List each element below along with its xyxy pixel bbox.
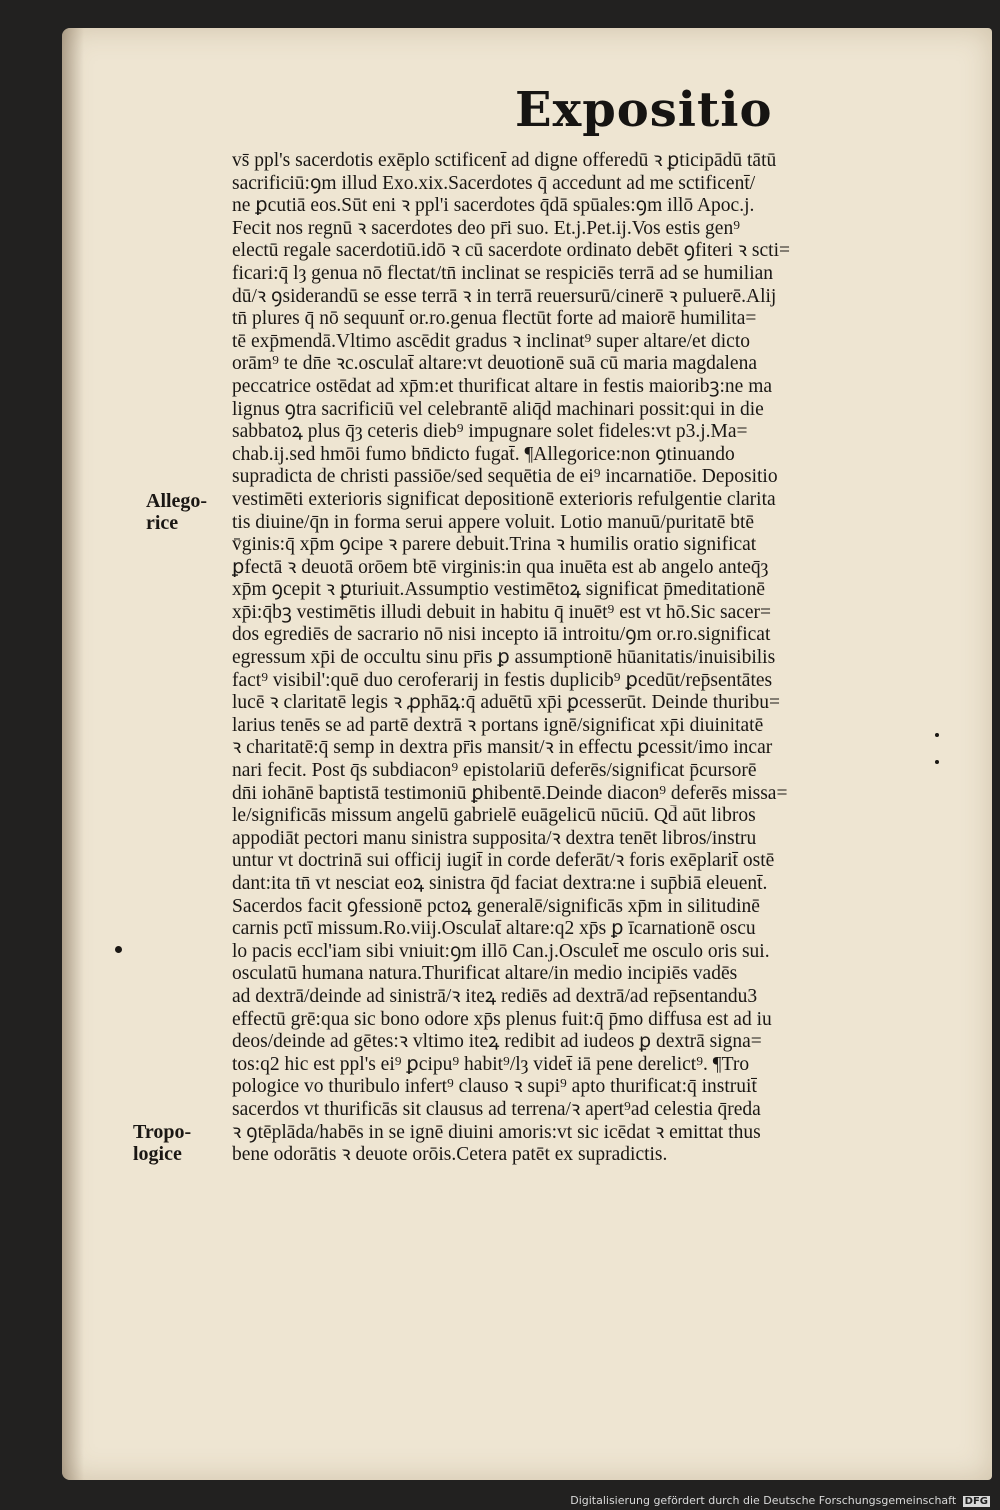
text-line: le/significās missum angelū gabrielē euāgelicū nūciū. Qd̄ aūt libros	[232, 805, 756, 827]
text-line: vestimēti exterioris significat depositionē exterioris refulgentie clarita	[232, 488, 776, 510]
text-line: ꝛ ꝯtēplāda/habēs in se ignē diuini amoris:vt sic icēdat ꝛ emittat thus	[232, 1121, 761, 1143]
digitization-footer	[570, 1494, 990, 1507]
footer-text: Digitalisierung gefördert durch die Deutsche Forschungsgemeinschaft	[570, 1494, 957, 1507]
text-line: egressum xp̄i de occultu sinu pr̄is ꝑ assumptionē hūanitatis/inuisibilis	[232, 647, 776, 669]
text-line: tē exp̄mendā.Vltimo ascēdit gradus ꝛ inclinat⁹ super altare/et dicto	[232, 330, 750, 352]
text-line: tn̄ plures q̄ nō sequunt̄ or.ro.genua flectūt forte ad maiorē humilita=	[232, 308, 757, 330]
gutter-shadow	[62, 28, 84, 1480]
page-header-title: Expositio	[515, 82, 773, 138]
text-line: vs̄ ppl's sacerdotis exēplo sctificent̄ ad digne offeredū ꝛ ꝑticipādū tātū	[232, 150, 777, 171]
text-line: supradicta de christi passiōe/sed sequētia de ei⁹ incarnatiōe. Depositio	[232, 466, 778, 488]
body-text-block	[232, 150, 932, 1167]
text-line: fact⁹ visibil':quē duo ceroferarij in festis duplicib⁹ ꝑcedūt/rep̄sentātes	[232, 669, 773, 691]
text-line: Fecit nos regnū ꝛ sacerdotes deo pr̄i suo. Et.j.Pet.ij.Vos estis gen⁹	[232, 217, 740, 239]
text-line: lignus ꝯtra sacrificiū vel celebrantē aliq̄d machinari possit:qui in die	[232, 398, 764, 420]
text-line: dos egrediēs de sacrario nō nisi incepto iā introitu/ꝯm or.ro.significat	[232, 624, 771, 646]
dfg-logo-badge: DFG	[964, 1496, 988, 1507]
text-line: orām⁹ te dn̄e ꝛc.osculat̄ altare:vt deuotionē suā cū maria magdalena	[232, 353, 757, 375]
margin-ink-dot	[935, 733, 939, 737]
text-line: larius tenēs se ad partē dextrā ꝛ portans ignē/significat xp̄i diuinitatē	[232, 714, 764, 736]
text-line: dant:ita tn̄ vt nesciat eoꝝ sinistra q̄d faciat dextra:ne i sup̄biā eleuent̄.	[232, 873, 768, 894]
text-line: pologice vo thuribulo infert⁹ clauso ꝛ supi⁹ apto thurificat:q̄ instruit̄	[232, 1076, 757, 1098]
text-line: dū/ꝛ ꝯsiderandū se esse terrā ꝛ in terrā reuersurū/cinerē ꝛ puluerē.Alij	[232, 285, 777, 307]
margin-note-allegorice: Allego- rice	[146, 490, 208, 534]
text-line: ficari:q̄ lȝ genua nō flectat/tn̄ inclinat se respiciēs terrā ad se humilian	[232, 262, 774, 284]
text-line: lo pacis eccl'iam sibi vniuit:ꝯm illō Can.j.Osculet̄ me osculo oris sui.	[232, 940, 770, 962]
text-line: xp̄m ꝯcepit ꝛ ꝑturiuit.Assumptio vestimētoꝝ significat p̄meditationē	[232, 579, 766, 601]
text-line: carnis pctī missum.Ro.viij.Osculat̄ altare:q2 xp̄s ꝑ īcarnationē oscu	[232, 918, 756, 940]
text-line: ad dextrā/deinde ad sinistrā/ꝛ iteꝝ rediēs ad dextrā/ad rep̄sentandu3	[232, 985, 758, 1007]
text-line: deos/deinde ad gētes:ꝛ vltimo iteꝝ redibit ad iudeos ꝑ dextrā signa=	[232, 1031, 762, 1053]
text-line: tis diuine/q̄n in forma serui appere voluit. Lotio manuū/puritatē btē	[232, 511, 755, 533]
text-line: appodiāt pectori manu sinistra supposita/ꝛ dextra tenēt libros/instru	[232, 827, 757, 849]
text-line: sacrificiū:ꝯm illud Exo.xix.Sacerdotes q̄ accedunt ad me sctificent̄/	[232, 172, 756, 194]
text-line: sacerdos vt thurificās sit clausus ad terrena/ꝛ apert⁹ad celestia q̄reda	[232, 1098, 761, 1120]
text-line: Sacerdos facit ꝯfessionē pctoꝝ generalē/significās xp̄m in silitudinē	[232, 895, 760, 917]
text-line: ꝑfectā ꝛ deuotā orōem btē virginis:in qua inuēta est ab angelo anteq̄ȝ	[232, 556, 769, 578]
text-line: ꝛ charitatē:q̄ semp in dextra pr̄is mansit/ꝛ in effectu ꝑcessit/imo incar	[232, 737, 773, 759]
text-line: ne ꝑcutiā eos.Sūt eni ꝛ ppl'i sacerdotes q̄dā spūales:ꝯm illō Apoc.j.	[232, 195, 755, 217]
text-line: peccatrice ostēdat ad xp̄m:et thurificat altare in festis maioribꝫ:ne ma	[232, 375, 773, 397]
text-line: effectū grē:qua sic bono odore xp̄s plenus fuit:q̄ p̄mo diffusa est ad iu	[232, 1008, 772, 1030]
text-line: v̄ginis:q̄ xp̄m ꝯcipe ꝛ parere debuit.Trina ꝛ humilis oratio significat	[232, 534, 757, 556]
text-line: bene odorātis ꝛ deuote orōis.Cetera patēt ex supradictis.	[232, 1144, 668, 1166]
text-line: chab.ij.sed hmōi fumo bn̄dicto fugat̄. ¶Allegorice:non ꝯtinuando	[232, 443, 735, 465]
text-line: tos:q2 hic est ppl's ei⁹ ꝑcipu⁹ habit⁹/lȝ videt̄ iā pene derelict⁹. ¶Tro	[232, 1053, 750, 1075]
text-line: dn̄i iohānē baptistā testimoniū ꝑhibentē.Deinde diacon⁹ deferēs missa=	[232, 782, 788, 804]
text-line: lucē ꝛ claritatē legis ꝛ ꝓphāꝝ:q̄ aduētū xp̄i ꝑcesserūt. Deinde thuribu=	[232, 692, 781, 714]
text-line: untur vt doctrinā sui officij iugit̄ in corde deferāt/ꝛ foris exēplarit̄ ostē	[232, 850, 775, 872]
margin-note-tropologice: Tropo- logice	[133, 1121, 192, 1165]
text-line: xp̄i:q̄bꝫ vestimētis illudi debuit in habitu q̄ inuēt⁹ est vt hō.Sic sacer=	[232, 601, 772, 623]
margin-ink-dot	[115, 946, 122, 953]
text-line: sabbatoꝝ plus q̄ȝ ceteris dieb⁹ impugnare solet fideles:vt p3.j.Ma=	[232, 421, 748, 443]
margin-ink-dot	[935, 760, 939, 764]
text-line: nari fecit. Post q̄s subdiacon⁹ epistolariū deferēs/significat p̄cursorē	[232, 760, 757, 782]
text-line: electū regale sacerdotiū.idō ꝛ cū sacerdote ordinato debēt ꝯfiteri ꝛ scti=	[232, 240, 790, 262]
text-line: osculatū humana natura.Thurificat altare/in medio incipiēs vadēs	[232, 963, 738, 985]
